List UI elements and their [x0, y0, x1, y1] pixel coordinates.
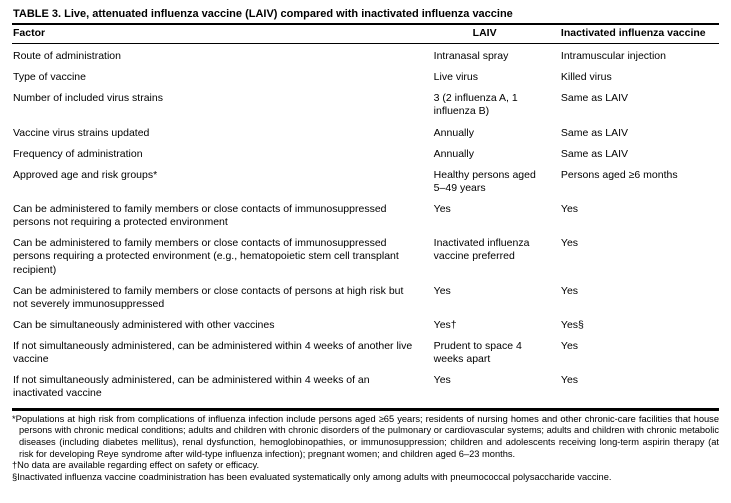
footnote-marker: § — [12, 472, 18, 483]
cell-factor: Approved age and risk groups* — [13, 168, 158, 181]
cell-laiv: Inactivated influenza vaccine preferred — [433, 237, 530, 263]
cell-laiv: 3 (2 influenza A, 1 influenza B) — [433, 92, 518, 118]
cell-laiv: Yes — [433, 203, 451, 215]
cell-factor: Frequency of administration — [13, 147, 143, 160]
cell-factor: Number of included virus strains — [13, 92, 163, 105]
cell-factor: Can be simultaneously administered with other vaccines — [13, 318, 275, 331]
table-header — [12, 24, 719, 44]
cell-inactivated: Yes§ — [560, 318, 584, 331]
table-row — [12, 165, 719, 199]
table-row — [12, 370, 719, 409]
table-row — [12, 123, 719, 144]
cell-laiv: Yes† — [433, 318, 457, 331]
cell-factor: Type of vaccine — [13, 71, 86, 84]
cell-laiv: Prudent to space 4 weeks apart — [433, 340, 522, 366]
table-row — [12, 315, 719, 336]
footnote — [12, 460, 719, 472]
footnote-text: Populations at high risk from complications of influenza infection include persons aged ≥65 years; residents of nursing homes and other chronic-care facilities that house persons with chronic medical conditions; adults and children with chronic disorders of the pulmonary or cardiovascular systems; adults and children with chronic metabolic diseases (including diabetes mellitus), renal dysfunction, hemoglobinopathies, or immunosuppression; children and adolescents receiving long-term aspirin therapy (at risk for developing Reye syndrome after wild-type influenza infection); pregnant women; and children aged 6–23 months. — [15, 413, 719, 459]
footnote — [12, 414, 719, 461]
cell-laiv: Annually — [433, 126, 474, 139]
cell-laiv: Healthy persons aged 5–49 years — [433, 168, 536, 194]
cell-laiv: Yes — [433, 374, 451, 387]
header-row — [12, 24, 719, 44]
table-row — [12, 233, 719, 280]
footnote-marker: * — [12, 413, 16, 424]
table-row — [12, 144, 719, 165]
table-title: TABLE 3. Live, attenuated influenza vaccine (LAIV) compared with inactivated influenza vaccine — [13, 8, 513, 20]
table-row — [12, 281, 719, 315]
table-row — [12, 336, 719, 370]
column-header-laiv: LAIV — [433, 24, 560, 44]
footnote-marker: † — [12, 460, 18, 471]
table-row — [12, 67, 719, 88]
table-row — [12, 199, 719, 233]
cell-laiv: Intranasal spray — [433, 50, 509, 62]
cell-inactivated: Yes — [560, 374, 579, 387]
cell-inactivated: Same as LAIV — [560, 126, 629, 139]
cell-inactivated: Same as LAIV — [560, 147, 629, 160]
comparison-table — [12, 23, 719, 411]
cell-factor: Route of administration — [13, 50, 121, 62]
footnotes — [12, 414, 719, 484]
column-header-inactivated: Inactivated influenza vaccine — [560, 24, 719, 44]
column-header-factor: Factor — [12, 24, 433, 44]
footnote-text: Inactivated influenza vaccine coadministration has been evaluated systematically only among adults with pneumococcal polysaccharide vaccine. — [17, 472, 612, 483]
cell-factor: Can be administered to family members or close contacts of persons at high risk but not severely immunosuppressed — [13, 284, 404, 310]
cell-factor: Vaccine virus strains updated — [13, 126, 150, 139]
cell-inactivated: Same as LAIV — [560, 92, 629, 105]
table-row — [12, 88, 719, 122]
cell-inactivated: Yes — [560, 237, 579, 250]
cell-inactivated: Yes — [560, 284, 579, 297]
cell-laiv: Annually — [433, 147, 474, 160]
cell-inactivated: Intramuscular injection — [560, 50, 666, 62]
cell-factor: Can be administered to family members or close contacts of immunosuppressed persons requiring a protected environment (e.g., hematopoietic stem cell transplant recipient) — [13, 237, 399, 276]
cell-factor: If not simultaneously administered, can be administered within 4 weeks of an inactivated vaccine — [13, 374, 370, 400]
cell-inactivated: Yes — [560, 340, 579, 352]
cell-inactivated: Persons aged ≥6 months — [560, 168, 678, 181]
cell-factor: Can be administered to family members or close contacts of immunosuppressed persons not requiring a protected environment — [13, 203, 387, 229]
table-body — [12, 44, 719, 410]
cell-factor: If not simultaneously administered, can be administered within 4 weeks of another live vaccine — [13, 340, 413, 366]
table-row — [12, 44, 719, 68]
cell-laiv: Live virus — [433, 71, 479, 84]
cell-inactivated: Yes — [560, 203, 579, 215]
cell-laiv: Yes — [433, 284, 451, 297]
cell-inactivated: Killed virus — [560, 71, 612, 84]
footnote — [12, 472, 719, 484]
footnote-text: No data are available regarding effect on safety or efficacy. — [17, 460, 260, 471]
